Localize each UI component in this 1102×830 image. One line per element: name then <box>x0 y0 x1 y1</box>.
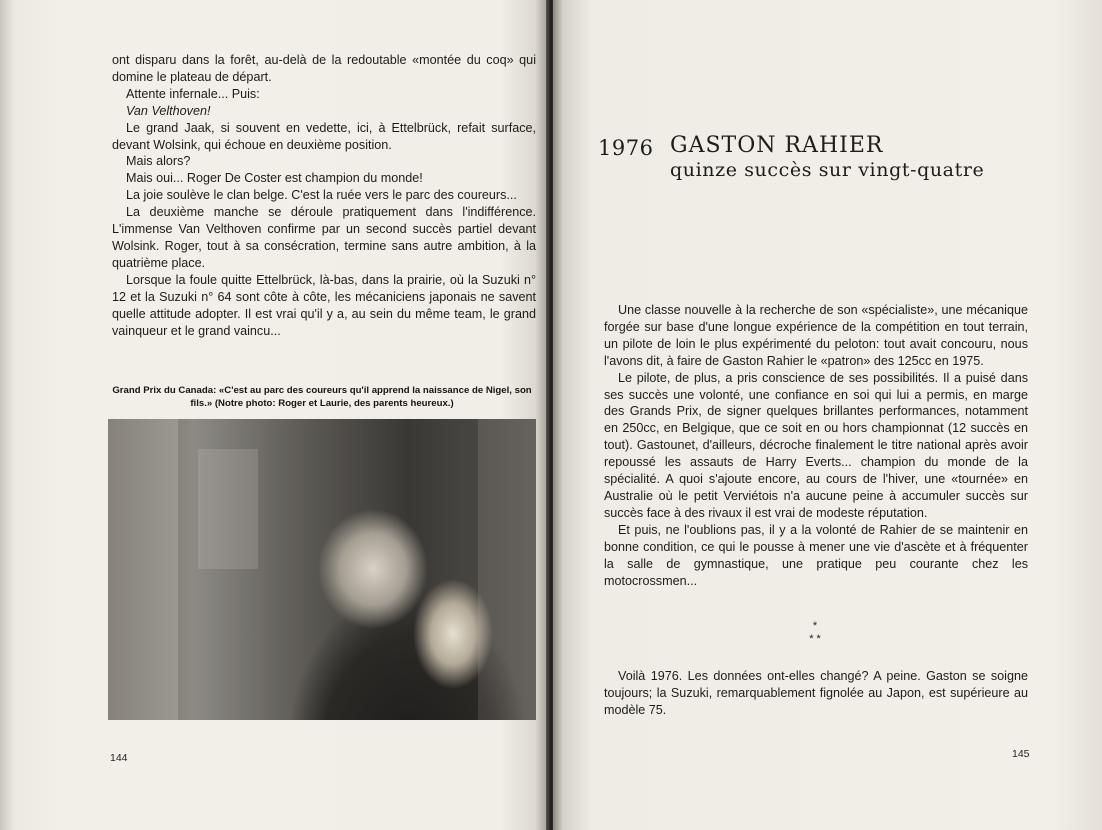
chapter-title: GASTON RAHIER <box>670 133 884 158</box>
chapter-year: 1976 <box>598 136 654 160</box>
photo-background-window <box>198 449 258 569</box>
left-page <box>0 0 549 830</box>
asterism-top: * <box>812 620 818 632</box>
photo-roger-and-laurie <box>108 419 536 720</box>
paragraph: Mais alors? <box>126 154 191 169</box>
paragraph: Attente infernale... Puis: <box>126 86 260 101</box>
page-number: 145 <box>1012 748 1030 760</box>
paragraph: Lorsque la foule quitte Ettelbrück, là-bas, dans la prairie, où la Suzuki n° 12 et la Suzuki n° 64 sont côte à côte, les mécaniciens japonais ne savent quelle attitude adopter. Il est vrai qu'il y a, au sein du même team, le grand vainqueur et le grand vaincu... <box>112 272 536 338</box>
left-page-text <box>112 52 536 339</box>
paragraph: La joie soulève le clan belge. C'est la ruée vers le parc des coureurs... <box>126 188 517 203</box>
photo-background-window <box>108 419 178 720</box>
paragraph: Et puis, ne l'oublions pas, il y a la volonté de Rahier de se maintenir en bonne condition, ce qui le pousse à mener une vie d'ascète et à fréquenter la salle de gymnastique, une pratique peu courante chez les motocrossmen... <box>604 522 1028 588</box>
right-page-text-continued <box>604 668 1028 719</box>
section-break-asterism <box>800 620 830 646</box>
photo-caption: Grand Prix du Canada: «C'est au parc des coureurs qu'il apprend la naissance de Nigel, son fils.» (Notre photo: Roger et Laurie, des parents heureux.) <box>112 385 532 409</box>
page-number: 144 <box>110 752 128 764</box>
paragraph: Une classe nouvelle à la recherche de son «spécialiste», une mécanique forgée sur base d'une longue expérience de la compétition en tout terrain, un pilote de loin le plus expérimenté du peloton: tout avait concouru, nous l'avons dit, à faire de Gaston Rahier le «patron» des 125cc en 1975. <box>604 303 1028 368</box>
photo-background-window <box>478 419 536 720</box>
paragraph: La deuxième manche se déroule pratiquement dans l'indifférence. L'immense Van Velthoven confirme par un second succès partiel devant Wolsink. Roger, tout à sa consécration, termine sans autre ambition, à la quatrième place. <box>112 205 536 270</box>
chapter-subtitle: quinze succès sur vingt-quatre <box>670 159 985 181</box>
paragraph: Le grand Jaak, si souvent en vedette, ici, à Ettelbrück, refait surface, devant Wolsink, qui échoue en deuxième position. <box>112 120 536 152</box>
paragraph: Mais oui... Roger De Coster est champion du monde! <box>126 171 423 186</box>
right-page-text <box>604 302 1028 589</box>
paragraph: ont disparu dans la forêt, au-delà de la redoutable «montée du coq» qui domine le plateau de départ. <box>112 53 536 84</box>
paragraph: Le pilote, de plus, a pris conscience de ses possibilités. Il a puisé dans ses succès une volonté, une confiance en soi qui lui a permis, en marge des Grands Prix, de signer quelques brillantes performances, notamment en 250cc, en Belgique, que ce soit en ou hors championnat (12 succès en tout). Gastounet, d'ailleurs, décroche finalement le titre national après avoir repoussé les assauts de Harry Everts... champion du monde de la spécialité. A quoi s'ajoute encore, au cours de l'hiver, une «tournée» en Australie où le petit Verviétois n'a aucune peine à accumuler succès sur succès face à des rivaux il est vrai de modeste réputation. <box>604 370 1028 520</box>
paragraph: Voilà 1976. Les données ont-elles changé? A peine. Gaston se soigne toujours; la Suzuki, remarquablement fignolée au Japon, est supérieure au modèle 75. <box>604 669 1028 717</box>
asterism-bottom: * * <box>809 633 821 645</box>
paragraph: Van Velthoven! <box>126 103 211 118</box>
